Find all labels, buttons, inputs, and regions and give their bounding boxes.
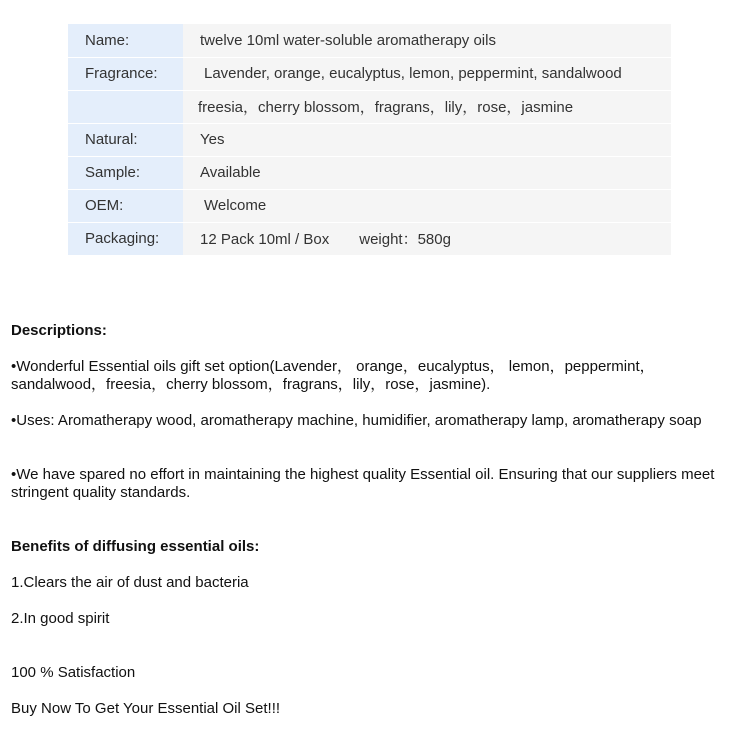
benefit-item: 1.Clears the air of dust and bacteria: [11, 574, 249, 591]
spec-label: Name:: [68, 24, 183, 57]
spec-label: [68, 90, 183, 123]
spec-value: [183, 222, 671, 255]
description-bullet: •We have spared no effort in maintaining the highest quality Essential oil. Ensuring that our suppliers meet stringent quality standards.: [11, 466, 715, 501]
packaging-value: 12 Pack 10ml / Box: [200, 231, 330, 248]
description-bullet: •Uses: Aromatherapy wood, aromatherapy machine, humidifier, aromatherapy lamp, aromatherapy soap: [11, 412, 702, 429]
descriptions-heading: Descriptions:: [11, 322, 107, 339]
spec-row-name: [68, 24, 671, 57]
benefits-heading: Benefits of diffusing essential oils:: [11, 538, 260, 555]
spec-label: Packaging:: [68, 222, 183, 255]
spec-label: Fragrance:: [68, 57, 183, 90]
description-bullet: •Wonderful Essential oils gift set option(Lavender， orange，eucalyptus， lemon，peppermint，sandalwood，freesia，cherry blossom，fragrans，lily，rose，jasmine).: [11, 358, 655, 393]
spec-value: Available: [183, 156, 671, 189]
spec-value: Welcome: [183, 189, 671, 222]
spec-label: Sample:: [68, 156, 183, 189]
spec-table: [68, 24, 671, 256]
spec-value: Lavender, orange, eucalyptus, lemon, peppermint, sandalwood: [183, 57, 671, 90]
spec-row-fragrance: [68, 57, 671, 90]
spec-value: twelve 10ml water-soluble aromatherapy oils: [183, 24, 671, 57]
spec-row-fragrance-cont: [68, 90, 671, 123]
spec-value: Yes: [183, 123, 671, 156]
spec-row-packaging: [68, 222, 671, 255]
cta-text: Buy Now To Get Your Essential Oil Set!!!: [11, 700, 281, 717]
spec-row-oem: [68, 189, 671, 222]
spec-value: freesia，cherry blossom，fragrans，lily，rose，jasmine: [183, 90, 671, 123]
spec-label: OEM:: [68, 189, 183, 222]
packaging-weight: weight：580g: [359, 231, 451, 248]
spec-label: Natural:: [68, 123, 183, 156]
satisfaction-text: 100 % Satisfaction: [11, 664, 136, 681]
benefit-item: 2.In good spirit: [11, 610, 110, 627]
spec-row-natural: [68, 123, 671, 156]
spec-row-sample: [68, 156, 671, 189]
